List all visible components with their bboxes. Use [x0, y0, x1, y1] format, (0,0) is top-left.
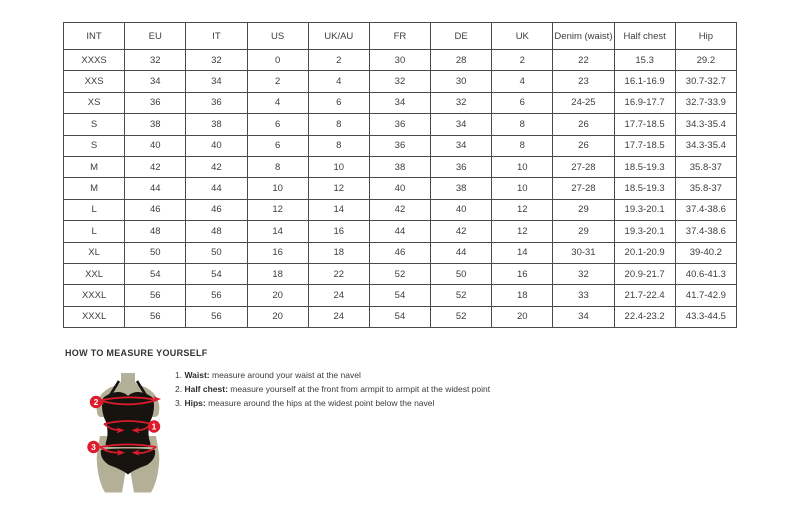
- badge-bust: [90, 396, 102, 408]
- instruction-text: measure around the hips at the widest point below the navel: [205, 397, 435, 408]
- table-row: [64, 285, 737, 306]
- table-cell: 2: [308, 50, 369, 71]
- instruction-number: 3.: [175, 397, 185, 408]
- table-cell: 6: [247, 135, 308, 156]
- column-header-de: DE: [431, 23, 492, 50]
- table-cell: 42: [125, 156, 186, 177]
- table-row: [64, 178, 737, 199]
- column-header-uk-au: UK/AU: [308, 23, 369, 50]
- size-table-container: [63, 22, 737, 328]
- table-cell: 34: [186, 71, 247, 92]
- table-cell: 56: [125, 285, 186, 306]
- table-cell: 34: [553, 306, 614, 327]
- table-cell: XS: [64, 92, 125, 113]
- table-row: [64, 114, 737, 135]
- badge-hips: [87, 441, 99, 453]
- table-row: [64, 156, 737, 177]
- table-cell: 16.1-16.9: [614, 71, 675, 92]
- table-cell: 27-28: [553, 178, 614, 199]
- table-row: [64, 135, 737, 156]
- table-cell: M: [64, 156, 125, 177]
- table-cell: 20: [492, 306, 553, 327]
- table-cell: XXXS: [64, 50, 125, 71]
- table-cell: 42: [369, 199, 430, 220]
- instruction-text: measure yourself at the front from armpit to armpit at the widest point: [227, 383, 491, 394]
- table-cell: 21.7-22.4: [614, 285, 675, 306]
- table-cell: 4: [247, 92, 308, 113]
- table-cell: 38: [369, 156, 430, 177]
- table-cell: 16: [247, 242, 308, 263]
- column-header-half-chest: Half chest: [614, 23, 675, 50]
- table-cell: 12: [247, 199, 308, 220]
- table-cell: S: [64, 135, 125, 156]
- table-cell: 40: [186, 135, 247, 156]
- table-cell: 22: [308, 263, 369, 284]
- table-cell: 44: [431, 242, 492, 263]
- column-header-int: INT: [64, 23, 125, 50]
- table-cell: 17.7-18.5: [614, 135, 675, 156]
- table-cell: 50: [125, 242, 186, 263]
- size-table: [63, 22, 737, 328]
- table-cell: XXXL: [64, 306, 125, 327]
- instruction-number: 2.: [175, 383, 185, 394]
- table-cell: 6: [308, 92, 369, 113]
- table-row: [64, 71, 737, 92]
- table-cell: 32: [125, 50, 186, 71]
- table-cell: 50: [186, 242, 247, 263]
- table-cell: 24: [308, 285, 369, 306]
- table-cell: 8: [492, 114, 553, 135]
- instruction-label: Half chest:: [184, 383, 228, 394]
- table-cell: 20.1-20.9: [614, 242, 675, 263]
- badge-hips-number: 3: [91, 442, 96, 452]
- table-cell: 34: [369, 92, 430, 113]
- table-cell: 8: [308, 114, 369, 135]
- table-cell: 54: [125, 263, 186, 284]
- table-cell: 48: [186, 221, 247, 242]
- table-cell: S: [64, 114, 125, 135]
- table-cell: 4: [492, 71, 553, 92]
- column-header-uk: UK: [492, 23, 553, 50]
- table-cell: 34.3-35.4: [675, 135, 736, 156]
- table-cell: 8: [308, 135, 369, 156]
- measure-instructions: [175, 369, 595, 410]
- table-cell: 44: [369, 221, 430, 242]
- table-cell: 14: [492, 242, 553, 263]
- table-cell: 35.8-37: [675, 156, 736, 177]
- table-cell: L: [64, 199, 125, 220]
- table-cell: 56: [186, 285, 247, 306]
- table-cell: 30-31: [553, 242, 614, 263]
- table-cell: 36: [186, 92, 247, 113]
- table-cell: 2: [247, 71, 308, 92]
- instruction-number: 1.: [175, 370, 185, 380]
- table-cell: 2: [492, 50, 553, 71]
- instruction-text: measure around your waist at the navel: [209, 370, 361, 380]
- table-cell: XXXL: [64, 285, 125, 306]
- table-cell: XL: [64, 242, 125, 263]
- table-cell: 32: [431, 92, 492, 113]
- size-table-body: [64, 50, 737, 328]
- table-cell: 10: [492, 156, 553, 177]
- table-cell: 30: [431, 71, 492, 92]
- table-cell: 30.7-32.7: [675, 71, 736, 92]
- table-cell: 40: [369, 178, 430, 199]
- table-cell: 46: [125, 199, 186, 220]
- column-header-eu: EU: [125, 23, 186, 50]
- table-cell: 10: [247, 178, 308, 199]
- table-cell: 16: [308, 221, 369, 242]
- table-cell: 27-28: [553, 156, 614, 177]
- column-header-denim-waist-: Denim (waist): [553, 23, 614, 50]
- table-cell: 56: [125, 306, 186, 327]
- table-cell: 0: [247, 50, 308, 71]
- table-cell: 32: [553, 263, 614, 284]
- table-cell: 20: [247, 285, 308, 306]
- table-cell: 19.3-20.1: [614, 221, 675, 242]
- table-cell: 52: [369, 263, 430, 284]
- measure-instruction: [175, 369, 595, 383]
- table-cell: 54: [369, 306, 430, 327]
- table-cell: 34: [125, 71, 186, 92]
- table-cell: 41.7-42.9: [675, 285, 736, 306]
- table-cell: 34.3-35.4: [675, 114, 736, 135]
- badge-bust-number: 2: [93, 397, 99, 407]
- column-header-it: IT: [186, 23, 247, 50]
- table-cell: 52: [431, 306, 492, 327]
- table-cell: 15.3: [614, 50, 675, 71]
- table-row: [64, 50, 737, 71]
- table-cell: 37.4-38.6: [675, 221, 736, 242]
- table-cell: 20: [247, 306, 308, 327]
- table-cell: 35.8-37: [675, 178, 736, 199]
- table-cell: 40: [125, 135, 186, 156]
- table-cell: 16.9-17.7: [614, 92, 675, 113]
- table-cell: 36: [369, 114, 430, 135]
- table-cell: 38: [186, 114, 247, 135]
- table-cell: 52: [431, 285, 492, 306]
- table-cell: 18.5-19.3: [614, 178, 675, 199]
- table-cell: 14: [308, 199, 369, 220]
- table-cell: 19.3-20.1: [614, 199, 675, 220]
- table-cell: 54: [186, 263, 247, 284]
- table-cell: 44: [186, 178, 247, 199]
- table-cell: 42: [186, 156, 247, 177]
- table-row: [64, 242, 737, 263]
- table-cell: 24-25: [553, 92, 614, 113]
- badge-waist-number: 1: [151, 421, 157, 432]
- instruction-label: Waist:: [184, 370, 210, 380]
- table-cell: 34: [431, 135, 492, 156]
- table-cell: 54: [369, 285, 430, 306]
- table-cell: 32.7-33.9: [675, 92, 736, 113]
- table-cell: 40.6-41.3: [675, 263, 736, 284]
- table-cell: XXS: [64, 71, 125, 92]
- table-cell: 44: [125, 178, 186, 199]
- table-cell: 26: [553, 114, 614, 135]
- table-row: [64, 263, 737, 284]
- table-cell: 17.7-18.5: [614, 114, 675, 135]
- badge-waist: [148, 420, 160, 432]
- table-cell: 12: [492, 199, 553, 220]
- table-row: [64, 92, 737, 113]
- table-cell: 28: [431, 50, 492, 71]
- table-cell: 10: [492, 178, 553, 199]
- table-cell: 18.5-19.3: [614, 156, 675, 177]
- column-header-us: US: [247, 23, 308, 50]
- table-cell: 33: [553, 285, 614, 306]
- measure-instruction: [175, 397, 595, 411]
- table-cell: 29: [553, 221, 614, 242]
- mannequin-illustration-icon: [70, 368, 192, 500]
- table-cell: 8: [247, 156, 308, 177]
- table-cell: 32: [369, 71, 430, 92]
- table-cell: 40: [431, 199, 492, 220]
- table-cell: 42: [431, 221, 492, 242]
- table-cell: 36: [431, 156, 492, 177]
- table-cell: 22.4-23.2: [614, 306, 675, 327]
- table-cell: 6: [247, 114, 308, 135]
- column-header-fr: FR: [369, 23, 430, 50]
- table-cell: 37.4-38.6: [675, 199, 736, 220]
- table-cell: 38: [431, 178, 492, 199]
- table-cell: 22: [553, 50, 614, 71]
- table-row: [64, 306, 737, 327]
- table-cell: 30: [369, 50, 430, 71]
- table-cell: 8: [492, 135, 553, 156]
- table-cell: 29.2: [675, 50, 736, 71]
- table-cell: 34: [431, 114, 492, 135]
- table-cell: 16: [492, 263, 553, 284]
- table-cell: 43.3-44.5: [675, 306, 736, 327]
- table-cell: 10: [308, 156, 369, 177]
- measure-instruction: [175, 383, 595, 397]
- table-row: [64, 199, 737, 220]
- table-cell: 12: [308, 178, 369, 199]
- table-cell: 46: [369, 242, 430, 263]
- instruction-label: Hips:: [184, 397, 206, 408]
- table-cell: 39-40.2: [675, 242, 736, 263]
- column-header-hip: Hip: [675, 23, 736, 50]
- table-cell: 4: [308, 71, 369, 92]
- table-cell: 29: [553, 199, 614, 220]
- table-cell: 18: [308, 242, 369, 263]
- table-row: [64, 221, 737, 242]
- table-cell: 36: [125, 92, 186, 113]
- table-cell: 56: [186, 306, 247, 327]
- table-cell: L: [64, 221, 125, 242]
- table-cell: 26: [553, 135, 614, 156]
- table-cell: 6: [492, 92, 553, 113]
- table-cell: 36: [369, 135, 430, 156]
- table-cell: 18: [492, 285, 553, 306]
- table-cell: 18: [247, 263, 308, 284]
- table-cell: 23: [553, 71, 614, 92]
- size-table-head-row: [64, 23, 737, 50]
- table-cell: 14: [247, 221, 308, 242]
- table-cell: 24: [308, 306, 369, 327]
- table-cell: XXL: [64, 263, 125, 284]
- table-cell: 20.9-21.7: [614, 263, 675, 284]
- table-cell: 32: [186, 50, 247, 71]
- measurement-diagram: [70, 368, 192, 500]
- measure-section-heading: HOW TO MEASURE YOURSELF: [65, 348, 208, 358]
- table-cell: 46: [186, 199, 247, 220]
- table-cell: M: [64, 178, 125, 199]
- table-cell: 48: [125, 221, 186, 242]
- table-cell: 12: [492, 221, 553, 242]
- table-cell: 38: [125, 114, 186, 135]
- table-cell: 50: [431, 263, 492, 284]
